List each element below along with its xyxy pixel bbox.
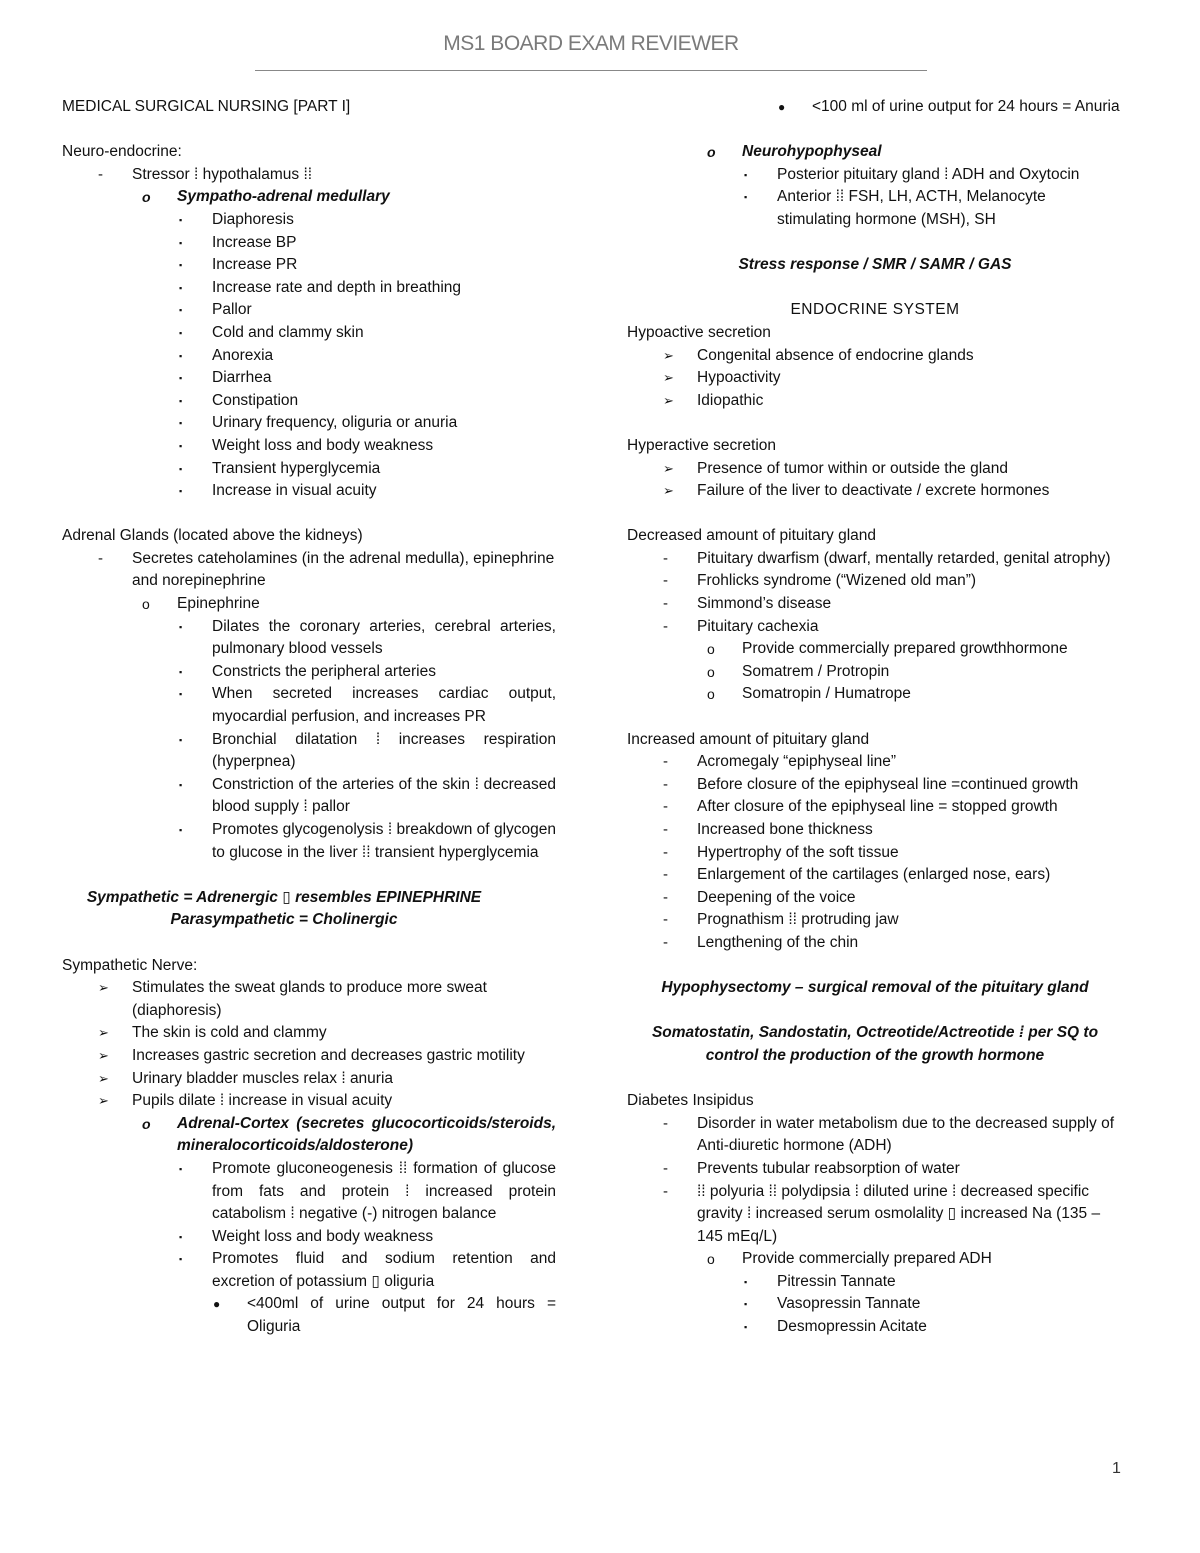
spacer xyxy=(62,864,556,887)
list-item-text: Pallor xyxy=(212,301,252,319)
circle-bullet-icon: o xyxy=(142,596,150,613)
list-item-text: Weight loss and body weakness xyxy=(212,1227,434,1245)
arrow-bullet-icon: ➢ xyxy=(98,1070,109,1086)
list-item xyxy=(627,1158,1123,1181)
list-item xyxy=(627,367,1123,390)
list-item-text: Failure of the liver to deactivate / excrete hormones xyxy=(697,482,1050,500)
adh-list xyxy=(627,1271,1123,1339)
list-item xyxy=(62,616,556,661)
dash-bullet-icon: - xyxy=(663,1182,668,1200)
list-item-text: Enlargement of the cartilages (enlarged nose, ears) xyxy=(697,866,1051,884)
square-bullet-icon: ▪ xyxy=(179,689,183,700)
square-bullet-icon: ▪ xyxy=(179,305,183,316)
hyperactive-list xyxy=(627,458,1123,503)
list-item xyxy=(627,774,1123,797)
square-bullet-icon: ▪ xyxy=(179,373,183,384)
list-item-text: Urinary frequency, oliguria or anuria xyxy=(212,414,458,432)
list-item-text: Weight loss and body weakness xyxy=(212,436,434,454)
list-item xyxy=(627,186,1123,231)
list-item-text: Cold and clammy skin xyxy=(212,323,364,341)
list-item xyxy=(627,1316,1123,1339)
right-column xyxy=(627,96,1123,1339)
list-item xyxy=(62,1045,556,1068)
square-bullet-icon: ▪ xyxy=(744,192,748,203)
list-item-text: Posterior pituitary gland ⁞ ADH and Oxytocin xyxy=(777,165,1080,183)
circle-bullet-icon: o xyxy=(142,1115,151,1132)
list-item-text: Diarrhea xyxy=(212,369,272,387)
list-item: - Secretes cateholamines (in the adrenal medulla), epinephrine and norepinephrine xyxy=(98,549,555,590)
arrow-bullet-icon: ➢ xyxy=(663,392,674,408)
neurohypophyseal-heading: o Neurohypophyseal xyxy=(627,141,1123,164)
square-bullet-icon: ▪ xyxy=(179,486,183,497)
page-header-title: MS1 BOARD EXAM REVIEWER xyxy=(443,32,739,55)
list-item-text: Desmopressin Acitate xyxy=(777,1318,927,1336)
square-bullet-icon: ▪ xyxy=(179,463,183,474)
list-item xyxy=(62,774,556,819)
list-item-text: Increase rate and depth in breathing xyxy=(212,278,462,296)
epinephrine-label: o Epinephrine xyxy=(62,593,556,616)
list-item: ● <400ml of urine output for 24 hours = Oliguria xyxy=(213,1295,556,1336)
circle-bullet-icon: o xyxy=(707,1251,715,1268)
list-item-text: Constriction of the arteries of the skin ⁞ decreased blood supply ⁞ pallor xyxy=(212,775,556,816)
list-item-text: Simmond’s disease xyxy=(697,595,832,613)
square-bullet-icon: ▪ xyxy=(179,1254,183,1265)
circle-bullet-icon: o xyxy=(707,144,716,161)
square-bullet-icon: ▪ xyxy=(179,1231,183,1242)
arrow-bullet-icon: ➢ xyxy=(663,347,674,363)
dash-bullet-icon: - xyxy=(663,933,668,951)
dash-bullet-icon: - xyxy=(98,165,103,183)
list-item xyxy=(627,480,1123,503)
left-column xyxy=(62,96,556,1339)
list-item xyxy=(62,977,556,1022)
square-bullet-icon: ▪ xyxy=(179,1163,183,1174)
section-title: MEDICAL SURGICAL NURSING [PART I] xyxy=(62,98,351,115)
cachexia-list xyxy=(627,638,1123,706)
list-item-text: Before closure of the epiphyseal line =continued growth xyxy=(697,775,1079,793)
list-item xyxy=(627,819,1123,842)
list-item xyxy=(627,1181,1123,1249)
list-item xyxy=(627,887,1123,910)
spacer xyxy=(627,955,1123,978)
list-item-text: Deepening of the voice xyxy=(697,888,856,906)
dash-bullet-icon: - xyxy=(663,798,668,816)
square-bullet-icon: ▪ xyxy=(744,1299,748,1310)
sympathetic-nerve-label: Sympathetic Nerve: xyxy=(62,956,198,974)
dash-bullet-icon: - xyxy=(663,775,668,793)
parasympathetic-note: Parasympathetic = Cholinergic xyxy=(170,911,398,929)
list-item xyxy=(62,299,556,322)
list-item xyxy=(62,683,556,728)
square-bullet-icon: ▪ xyxy=(179,237,183,248)
spacer xyxy=(627,412,1123,435)
list-item-text: Anterior ⁞⁞ FSH, LH, ACTH, Melanocyte stimulating hormone (MSH), SH xyxy=(777,188,1046,228)
spacer xyxy=(62,503,556,526)
epinephrine-list xyxy=(62,616,556,865)
adh-label: o Provide commercially prepared ADH xyxy=(627,1248,1123,1271)
spacer xyxy=(627,1068,1123,1091)
di-list xyxy=(627,1113,1123,1249)
list-item xyxy=(627,661,1123,684)
list-item-text: Idiopathic xyxy=(697,391,764,409)
list-item xyxy=(627,842,1123,865)
arrow-bullet-icon: ➢ xyxy=(98,980,109,996)
arrow-bullet-icon: ➢ xyxy=(663,483,674,499)
list-item xyxy=(627,548,1123,571)
cortex-list xyxy=(62,1158,556,1294)
square-bullet-icon: ▪ xyxy=(179,440,183,451)
dash-bullet-icon: - xyxy=(663,595,668,613)
list-item xyxy=(62,345,556,368)
list-item xyxy=(62,1248,556,1293)
list-item xyxy=(627,751,1123,774)
list-item-text: Urinary bladder muscles relax ⁞ anuria xyxy=(132,1069,394,1087)
list-item xyxy=(627,390,1123,413)
spacer xyxy=(627,232,1123,255)
dash-bullet-icon: - xyxy=(663,753,668,771)
dash-bullet-icon: - xyxy=(663,549,668,567)
list-item-text: Provide commercially prepared growthhormone xyxy=(742,640,1068,658)
list-item-text: Prognathism ⁞⁞ protruding jaw xyxy=(697,911,899,929)
list-item-text: ⁞⁞ polyuria ⁞⁞ polydipsia ⁞ diluted urine ⁞ decreased specific gravity ⁞ increased serum osmolality ▯ increased Na (135 – 145 mEq/L) xyxy=(697,1182,1101,1245)
list-item xyxy=(62,390,556,413)
dot-bullet-icon: ● xyxy=(778,100,786,114)
list-item-text: Bronchial dilatation ⁞ increases respiration (hyperpnea) xyxy=(212,730,556,771)
list-item-text: Promotes fluid and sodium retention and excretion of potassium ▯ oliguria xyxy=(212,1250,556,1290)
adrenal-cortex-heading: o Adrenal-Cortex (secretes glucocorticoids/steroids, mineralocorticoids/aldosterone) xyxy=(142,1114,556,1155)
list-item xyxy=(627,1293,1123,1316)
list-item xyxy=(62,1226,556,1249)
list-item xyxy=(62,254,556,277)
list-item-text: Dilates the coronary arteries, cerebral arteries, pulmonary blood vessels xyxy=(212,617,556,658)
list-item-text: Lengthening of the chin xyxy=(697,933,859,951)
list-item-text: When secreted increases cardiac output, myocardial perfusion, and increases PR xyxy=(212,685,556,726)
decreased-label: Decreased amount of pituitary gland xyxy=(627,527,877,545)
adrenal-glands-label: Adrenal Glands (located above the kidneys) xyxy=(62,527,363,545)
square-bullet-icon: ▪ xyxy=(179,825,183,835)
square-bullet-icon: ▪ xyxy=(179,418,183,429)
list-item xyxy=(62,412,556,435)
dash-bullet-icon: - xyxy=(98,549,103,567)
list-item-text: Frohlicks syndrome (“Wizened old man”) xyxy=(697,572,977,590)
nerve-list xyxy=(62,977,556,1113)
square-bullet-icon: ▪ xyxy=(179,260,183,271)
square-bullet-icon: ▪ xyxy=(744,169,748,180)
list-item-text: Stimulates the sweat glands to produce more sweat (diaphoresis) xyxy=(132,979,487,1019)
circle-bullet-icon: o xyxy=(142,189,151,206)
list-item-text: Hypertrophy of the soft tissue xyxy=(697,843,899,861)
list-item-text: Increase BP xyxy=(212,233,297,251)
list-item xyxy=(62,209,556,232)
square-bullet-icon: ▪ xyxy=(179,350,183,361)
list-item-text: Anorexia xyxy=(212,346,274,364)
list-item xyxy=(627,909,1123,932)
list-item xyxy=(627,638,1123,661)
dash-bullet-icon: - xyxy=(663,866,668,884)
list-item-text: Vasopressin Tannate xyxy=(777,1295,921,1313)
sympatho-list xyxy=(62,209,556,503)
endocrine-system-title: ENDOCRINE SYSTEM xyxy=(790,301,960,319)
list-item-text: Constipation xyxy=(212,391,299,409)
list-item-text: Promote gluconeogenesis ⁞⁞ formation of glucose from fats and protein ⁞ increased protein catabolism ⁞ negative (-) nitrogen balance xyxy=(212,1159,556,1223)
circle-bullet-icon: o xyxy=(707,686,715,703)
spacer xyxy=(627,277,1123,300)
list-item-text: Somatrem / Protropin xyxy=(742,662,890,680)
list-item xyxy=(627,1271,1123,1294)
square-bullet-icon: ▪ xyxy=(179,395,183,406)
list-item-text: Presence of tumor within or outside the gland xyxy=(697,459,1009,477)
list-item-text: Pituitary dwarfism (dwarf, mentally retarded, genital atrophy) xyxy=(697,549,1111,567)
square-bullet-icon: ▪ xyxy=(744,1322,748,1333)
list-item xyxy=(627,570,1123,593)
list-item xyxy=(62,729,556,774)
list-item xyxy=(62,367,556,390)
list-item-text: Disorder in water metabolism due to the decreased supply of Anti-diuretic hormone (ADH) xyxy=(697,1114,1114,1155)
square-bullet-icon: ▪ xyxy=(179,621,183,632)
list-item-text: Pitressin Tannate xyxy=(777,1272,896,1290)
dash-bullet-icon: - xyxy=(663,821,668,838)
diabetes-insipidus-label: Diabetes Insipidus xyxy=(627,1092,754,1110)
circle-bullet-icon: o xyxy=(707,641,715,658)
neuro-endocrine-label: Neuro-endocrine: xyxy=(62,143,182,161)
header-rule xyxy=(255,70,927,71)
spacer xyxy=(627,706,1123,729)
list-item-text: Constricts the peripheral arteries xyxy=(212,662,436,680)
dot-bullet-icon: ● xyxy=(213,1297,221,1312)
list-item: - Stressor ⁞ hypothalamus ⁞⁞ xyxy=(62,164,556,187)
arrow-bullet-icon: ➢ xyxy=(98,1025,109,1041)
square-bullet-icon: ▪ xyxy=(179,282,183,293)
list-item-text: Hypoactivity xyxy=(697,369,781,387)
spacer xyxy=(62,119,556,142)
list-item xyxy=(62,435,556,458)
list-item-text: Increase PR xyxy=(212,256,298,274)
list-item xyxy=(62,232,556,255)
list-item-text: Increased bone thickness xyxy=(697,821,873,838)
list-item xyxy=(62,458,556,481)
list-item xyxy=(627,796,1123,819)
spacer xyxy=(627,503,1123,526)
somatostatin-note: Somatostatin, Sandostatin, Octreotide/Actreotide ⁞ per SQ to control the production of the growth hormone xyxy=(651,1024,1099,1064)
list-item-text: Prevents tubular reabsorption of water xyxy=(697,1159,960,1177)
square-bullet-icon: ▪ xyxy=(179,214,183,225)
square-bullet-icon: ▪ xyxy=(179,327,183,338)
list-item xyxy=(62,322,556,345)
dash-bullet-icon: - xyxy=(663,1159,668,1177)
list-item: ● <100 ml of urine output for 24 hours = Anuria xyxy=(627,96,1123,119)
list-item xyxy=(627,683,1123,706)
stress-response-note: Stress response / SMR / SAMR / GAS xyxy=(738,256,1012,274)
list-item-text: Pupils dilate ⁞ increase in visual acuity xyxy=(132,1092,393,1110)
list-item-text: Acromegaly “epiphyseal line” xyxy=(697,753,897,771)
list-item xyxy=(627,1113,1123,1158)
spacer xyxy=(627,1000,1123,1023)
arrow-bullet-icon: ➢ xyxy=(663,460,674,476)
sympatho-heading: o Sympatho-adrenal medullary xyxy=(62,186,556,209)
circle-bullet-icon: o xyxy=(707,663,715,680)
list-item-text: Promotes glycogenolysis ⁞ breakdown of glycogen to glucose in the liver ⁞⁞ transient hyperglycemia xyxy=(212,821,556,861)
dash-bullet-icon: - xyxy=(663,1114,668,1132)
list-item xyxy=(62,1068,556,1091)
list-item xyxy=(62,277,556,300)
list-item-text: Increases gastric secretion and decreases gastric motility xyxy=(132,1046,525,1064)
list-item xyxy=(627,864,1123,887)
dash-bullet-icon: - xyxy=(663,843,668,861)
list-item-text: Congenital absence of endocrine glands xyxy=(697,346,974,364)
list-item xyxy=(627,616,1123,639)
list-item xyxy=(627,932,1123,955)
decreased-list xyxy=(627,548,1123,638)
hypophysectomy-note: Hypophysectomy – surgical removal of the pituitary gland xyxy=(661,979,1089,997)
list-item xyxy=(627,458,1123,481)
list-item xyxy=(62,1090,556,1113)
list-item-text: Pituitary cachexia xyxy=(697,617,819,635)
arrow-bullet-icon: ➢ xyxy=(663,370,674,386)
page-number: 1 xyxy=(1112,1460,1121,1477)
list-item xyxy=(62,1158,556,1226)
arrow-bullet-icon: ➢ xyxy=(98,1093,109,1109)
list-item xyxy=(62,819,556,864)
list-item xyxy=(62,1022,556,1045)
dash-bullet-icon: - xyxy=(663,572,668,590)
square-bullet-icon: ▪ xyxy=(179,779,183,790)
list-item-text: Somatropin / Humatrope xyxy=(742,685,911,703)
list-item xyxy=(627,164,1123,187)
list-item-text: After closure of the epiphyseal line = stopped growth xyxy=(697,798,1058,816)
neuro-list xyxy=(627,164,1123,232)
increased-label: Increased amount of pituitary gland xyxy=(627,730,870,748)
square-bullet-icon: ▪ xyxy=(179,666,183,677)
list-item xyxy=(627,593,1123,616)
sympathetic-note: Sympathetic = Adrenergic ▯ resembles EPINEPHRINE xyxy=(86,888,482,906)
square-bullet-icon: ▪ xyxy=(179,734,183,745)
arrow-bullet-icon: ➢ xyxy=(98,1047,109,1063)
square-bullet-icon: ▪ xyxy=(744,1276,748,1287)
list-item-text: Transient hyperglycemia xyxy=(212,459,381,477)
dash-bullet-icon: - xyxy=(663,911,668,929)
list-item xyxy=(62,480,556,503)
list-item-text: The skin is cold and clammy xyxy=(132,1024,327,1042)
list-item xyxy=(627,345,1123,368)
spacer xyxy=(627,119,1123,142)
list-item-text: Diaphoresis xyxy=(212,210,294,228)
increased-list xyxy=(627,751,1123,954)
list-item-text: Increase in visual acuity xyxy=(212,482,377,500)
hyperactive-label: Hyperactive secretion xyxy=(627,436,777,454)
hypoactive-label: Hypoactive secretion xyxy=(627,323,771,341)
dash-bullet-icon: - xyxy=(663,888,668,906)
dash-bullet-icon: - xyxy=(663,617,668,635)
hypoactive-list xyxy=(627,345,1123,413)
list-item xyxy=(62,661,556,684)
spacer xyxy=(62,932,556,955)
